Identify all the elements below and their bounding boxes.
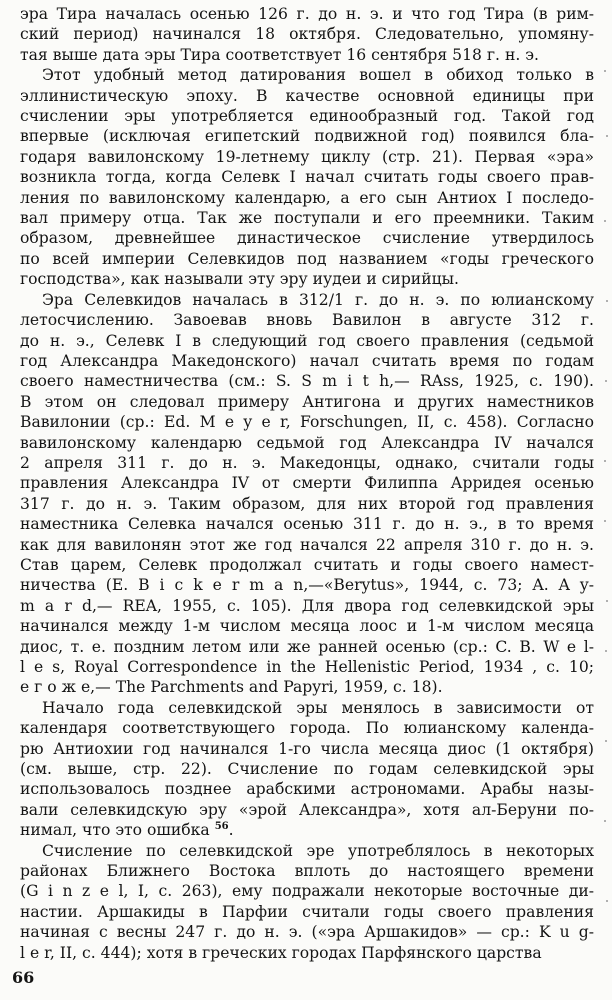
text-line: наместника Селевка начался осенью 311 г. до н. э., в то время [20,515,594,534]
paragraph [20,4,594,65]
scan-speckle [605,380,607,382]
text-line: Эра Селевкидов началась в 312/1 г. до н. э. по юлианскому [42,290,594,309]
text-line: В этом он следовал примеру Антигона и других наместников [20,392,594,411]
text-line: годаря вавилонскому 19-летнему циклу (стр. 21). Первая «эра» [20,147,594,166]
scan-speckle [605,740,607,742]
text-line: районах Ближнего Востока вплоть до настоящего времени [20,862,594,881]
text-line: как для вавилонян этот же год начался 22 апреля 310 г. до н. э. [20,535,594,554]
text-line: диос, т. е. поздним летом или же ранней осенью (ср.: C. B. W e l- [20,637,594,656]
footnote-marker[interactable]: 56 [214,821,229,833]
text-line: вавилонскому календарю седьмой год Александра IV начался [20,433,594,452]
text-line: начиная с весны 247 г. до н. э. («эра Аршакидов» — ср.: K u g- [20,923,594,942]
scan-speckle [604,70,606,72]
text-line: Этот удобный метод датирования вошел в обиход только в [42,66,594,85]
text-line: Счисление по селевкидской эре употреблялось в некоторых [42,841,594,860]
text-line: l e r, II, с. 444); хотя в греческих городах Парфянского царства [20,943,542,962]
text-line: образом, древнейшее династическое счисление утвердилось [20,229,594,248]
text-line: господства», как называли эту эру иудеи и сирийцы. [20,270,459,289]
text-line: ничества (E. B i c k e r m a n,—«Berytus», 1944, с. 73; A. A y- [20,576,594,595]
text-line: начинался между 1-м числом месяца лоос и 1-м числом месяца [20,617,594,636]
text-line: эллинистическую эпоху. В качестве основной единицы при [20,86,594,105]
paragraph [20,290,594,698]
text-line: до н. э., Селевк I в следующий год своего правления (седьмой [20,331,594,350]
text-line: 317 г. до н. э. Таким образом, для них второй год правления [20,494,594,513]
scan-speckle [605,650,607,652]
scan-speckle [606,600,608,602]
scan-speckle [604,520,606,522]
text-line: эра Тира началась осенью 126 г. до н. э. и что год Тира (в рим- [20,5,594,23]
text-line: настии. Аршакиды в Парфии считали годы своего правления [20,902,594,921]
scan-speckle [606,300,608,302]
text-line: (см. выше, стр. 22). Счисление по годам селевкидской эры [20,760,594,779]
paragraph [20,65,594,289]
text-line: нимал, что это ошибка $^{56}$. [20,821,234,840]
text-line: тая выше дата эры Тира соответствует 16 сентября 518 г. н. э. [20,45,539,64]
text-line: по всей империи Селевкидов под названием «годы греческого [20,249,594,268]
paragraph [20,698,594,841]
text-line: е г о ж е,— The Parchments and Papyri, 1959, с. 18). [20,678,443,697]
text-line: ления по вавилонскому календарю, а его сын Антиох I последо- [20,188,594,207]
text-line: счислении эры употребляется единообразный год. Такой год [20,107,594,126]
scan-speckle [606,135,608,137]
text-line: своего наместничества (см.: S. S m i t h,— RAss, 1925, с. 190). [20,372,594,391]
scan-speckle [604,220,606,222]
text-line: вал примеру отца. Так же поступали и его преемники. Таким [20,209,594,228]
text-line: l e s, Royal Correspondence in the Hellenistic Period, 1934 , с. 10; [20,658,594,676]
scan-speckle [604,460,606,462]
text-line: использовалось позднее арабскими астрономами. Арабы назы- [20,780,594,799]
text-line: рю Антиохии год начинался 1-го числа месяца диос (1 октября) [20,739,594,758]
text-line: (G i n z e l, I, с. 263), ему подражали некоторые восточные ди- [20,882,594,901]
paragraph [20,841,594,963]
text-line: календаря соответствующего города. По юлианскому календа- [20,719,594,738]
page-body-text [20,4,594,963]
text-line: летосчислению. Завоевав вновь Вавилон в августе 312 г. [20,311,594,330]
scan-edge-marks [604,40,610,960]
text-line: Начало года селевкидской эры менялось в зависимости от [42,698,594,717]
text-line: m a r d,— REA, 1955, с. 105). Для двора год селевкидской эры [20,596,594,615]
text-line: Вавилонии (ср.: Ed. M e y e r, Forschungen, II, с. 458). Согласно [20,413,594,432]
text-line: ский период) начинался 18 октября. Следовательно, упомяну- [20,25,594,44]
scan-speckle [604,820,606,822]
text-line: правления Александра IV от смерти Филиппа Арридея осенью [20,474,594,493]
text-line: впервые (исключая египетский подвижной год) появился бла- [20,127,594,146]
text-line: возникла тогда, когда Селевк I начал считать годы своего прав- [20,168,594,187]
scan-speckle [606,900,608,902]
text-line: Став царем, Селевк продолжал считать и годы своего намест- [20,555,594,574]
text-line: вали селевкидскую эру «эрой Александра», хотя ал-Беруни по- [20,800,594,819]
page-number: 66 [12,968,35,987]
text-line: 2 апреля 311 г. до н. э. Македонцы, однако, считали годы [20,453,594,472]
text-line: год Александра Македонского) начал считать время по годам [20,351,594,370]
